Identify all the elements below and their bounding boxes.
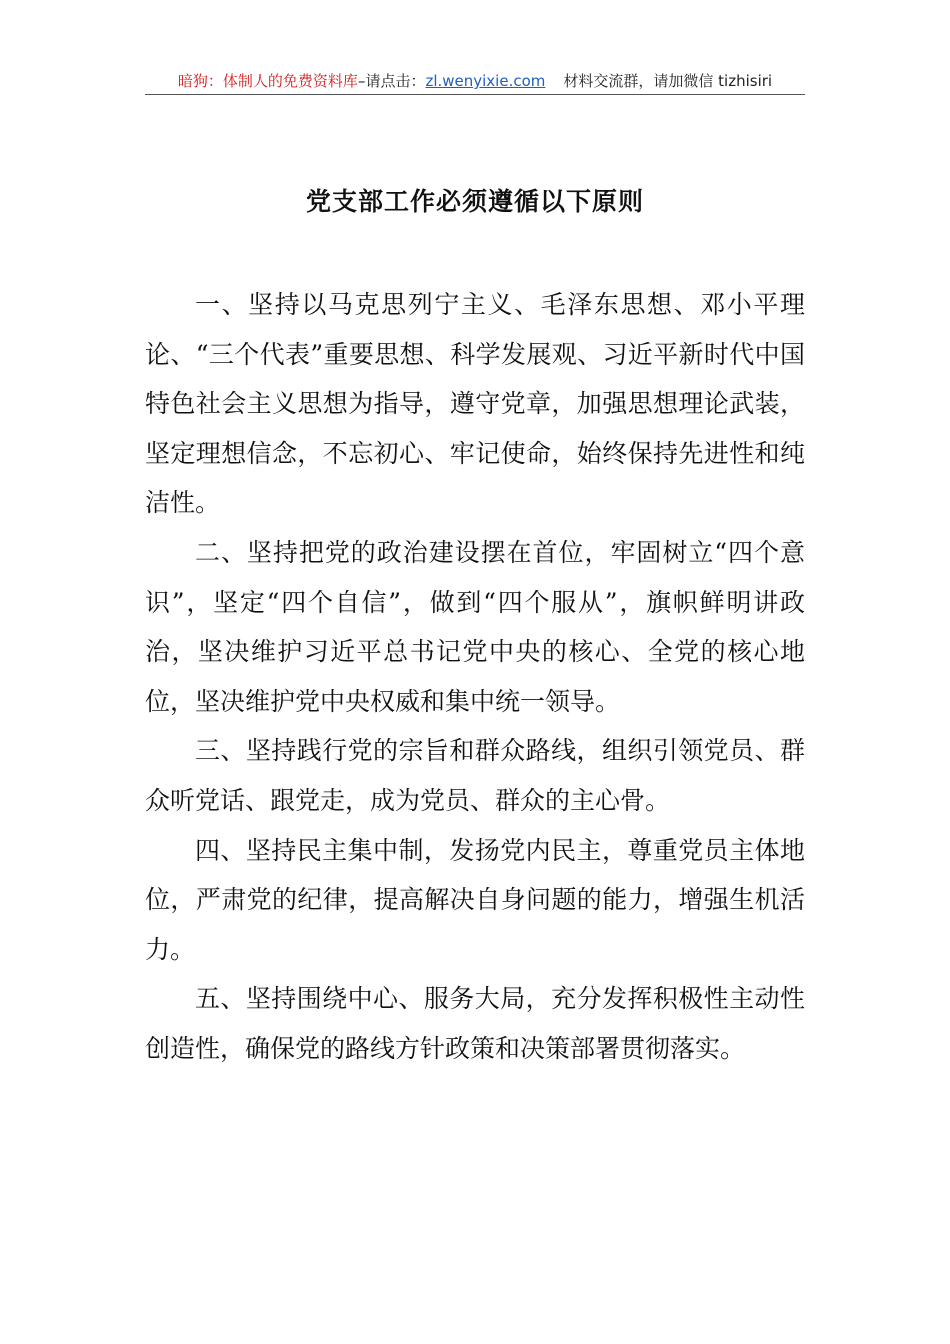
header-contact: 材料交流群，请加微信 tizhisiri [563,72,773,90]
principle-paragraph-4: 四、坚持民主集中制，发扬党内民主，尊重党员主体地位，严肃党的纪律，提高解决自身问题的能力，增强生机活力。 [145,835,805,964]
page-header [145,70,805,94]
header-brand: 暗狗：体制人的免费资料库 [177,72,358,90]
document-title: 党支部工作必须遵循以下原则 [305,187,644,216]
principle-paragraph-3: 三、坚持践行党的宗旨和群众路线，组织引领党员、群众听党话、跟党走，成为党员、群众的主心骨。 [145,736,805,815]
header-link[interactable]: zl.wenyixie.com [425,72,546,90]
principle-paragraph-5: 五、坚持围绕中心、服务大局，充分发挥积极性主动性创造性，确保党的路线方针政策和决策部署贯彻落实。 [145,984,805,1063]
document-body [145,280,805,1074]
header-prompt: –请点击： [357,72,426,90]
principle-paragraph-2: 二、坚持把党的政治建设摆在首位，牢固树立“四个意识”，坚定“四个自信”，做到“四个服从”，旗帜鲜明讲政治，坚决维护习近平总书记党中央的核心、全党的核心地位，坚决维护党中央权威和集中统一领导。 [145,537,805,716]
header-divider [145,94,805,95]
principle-paragraph-1: 一、坚持以马克思列宁主义、毛泽东思想、邓小平理论、“三个代表”重要思想、科学发展观、习近平新时代中国特色社会主义思想为指导，遵守党章，加强思想理论武装，坚定理想信念，不忘初心、牢记使命，始终保持先进性和纯洁性。 [145,290,805,518]
